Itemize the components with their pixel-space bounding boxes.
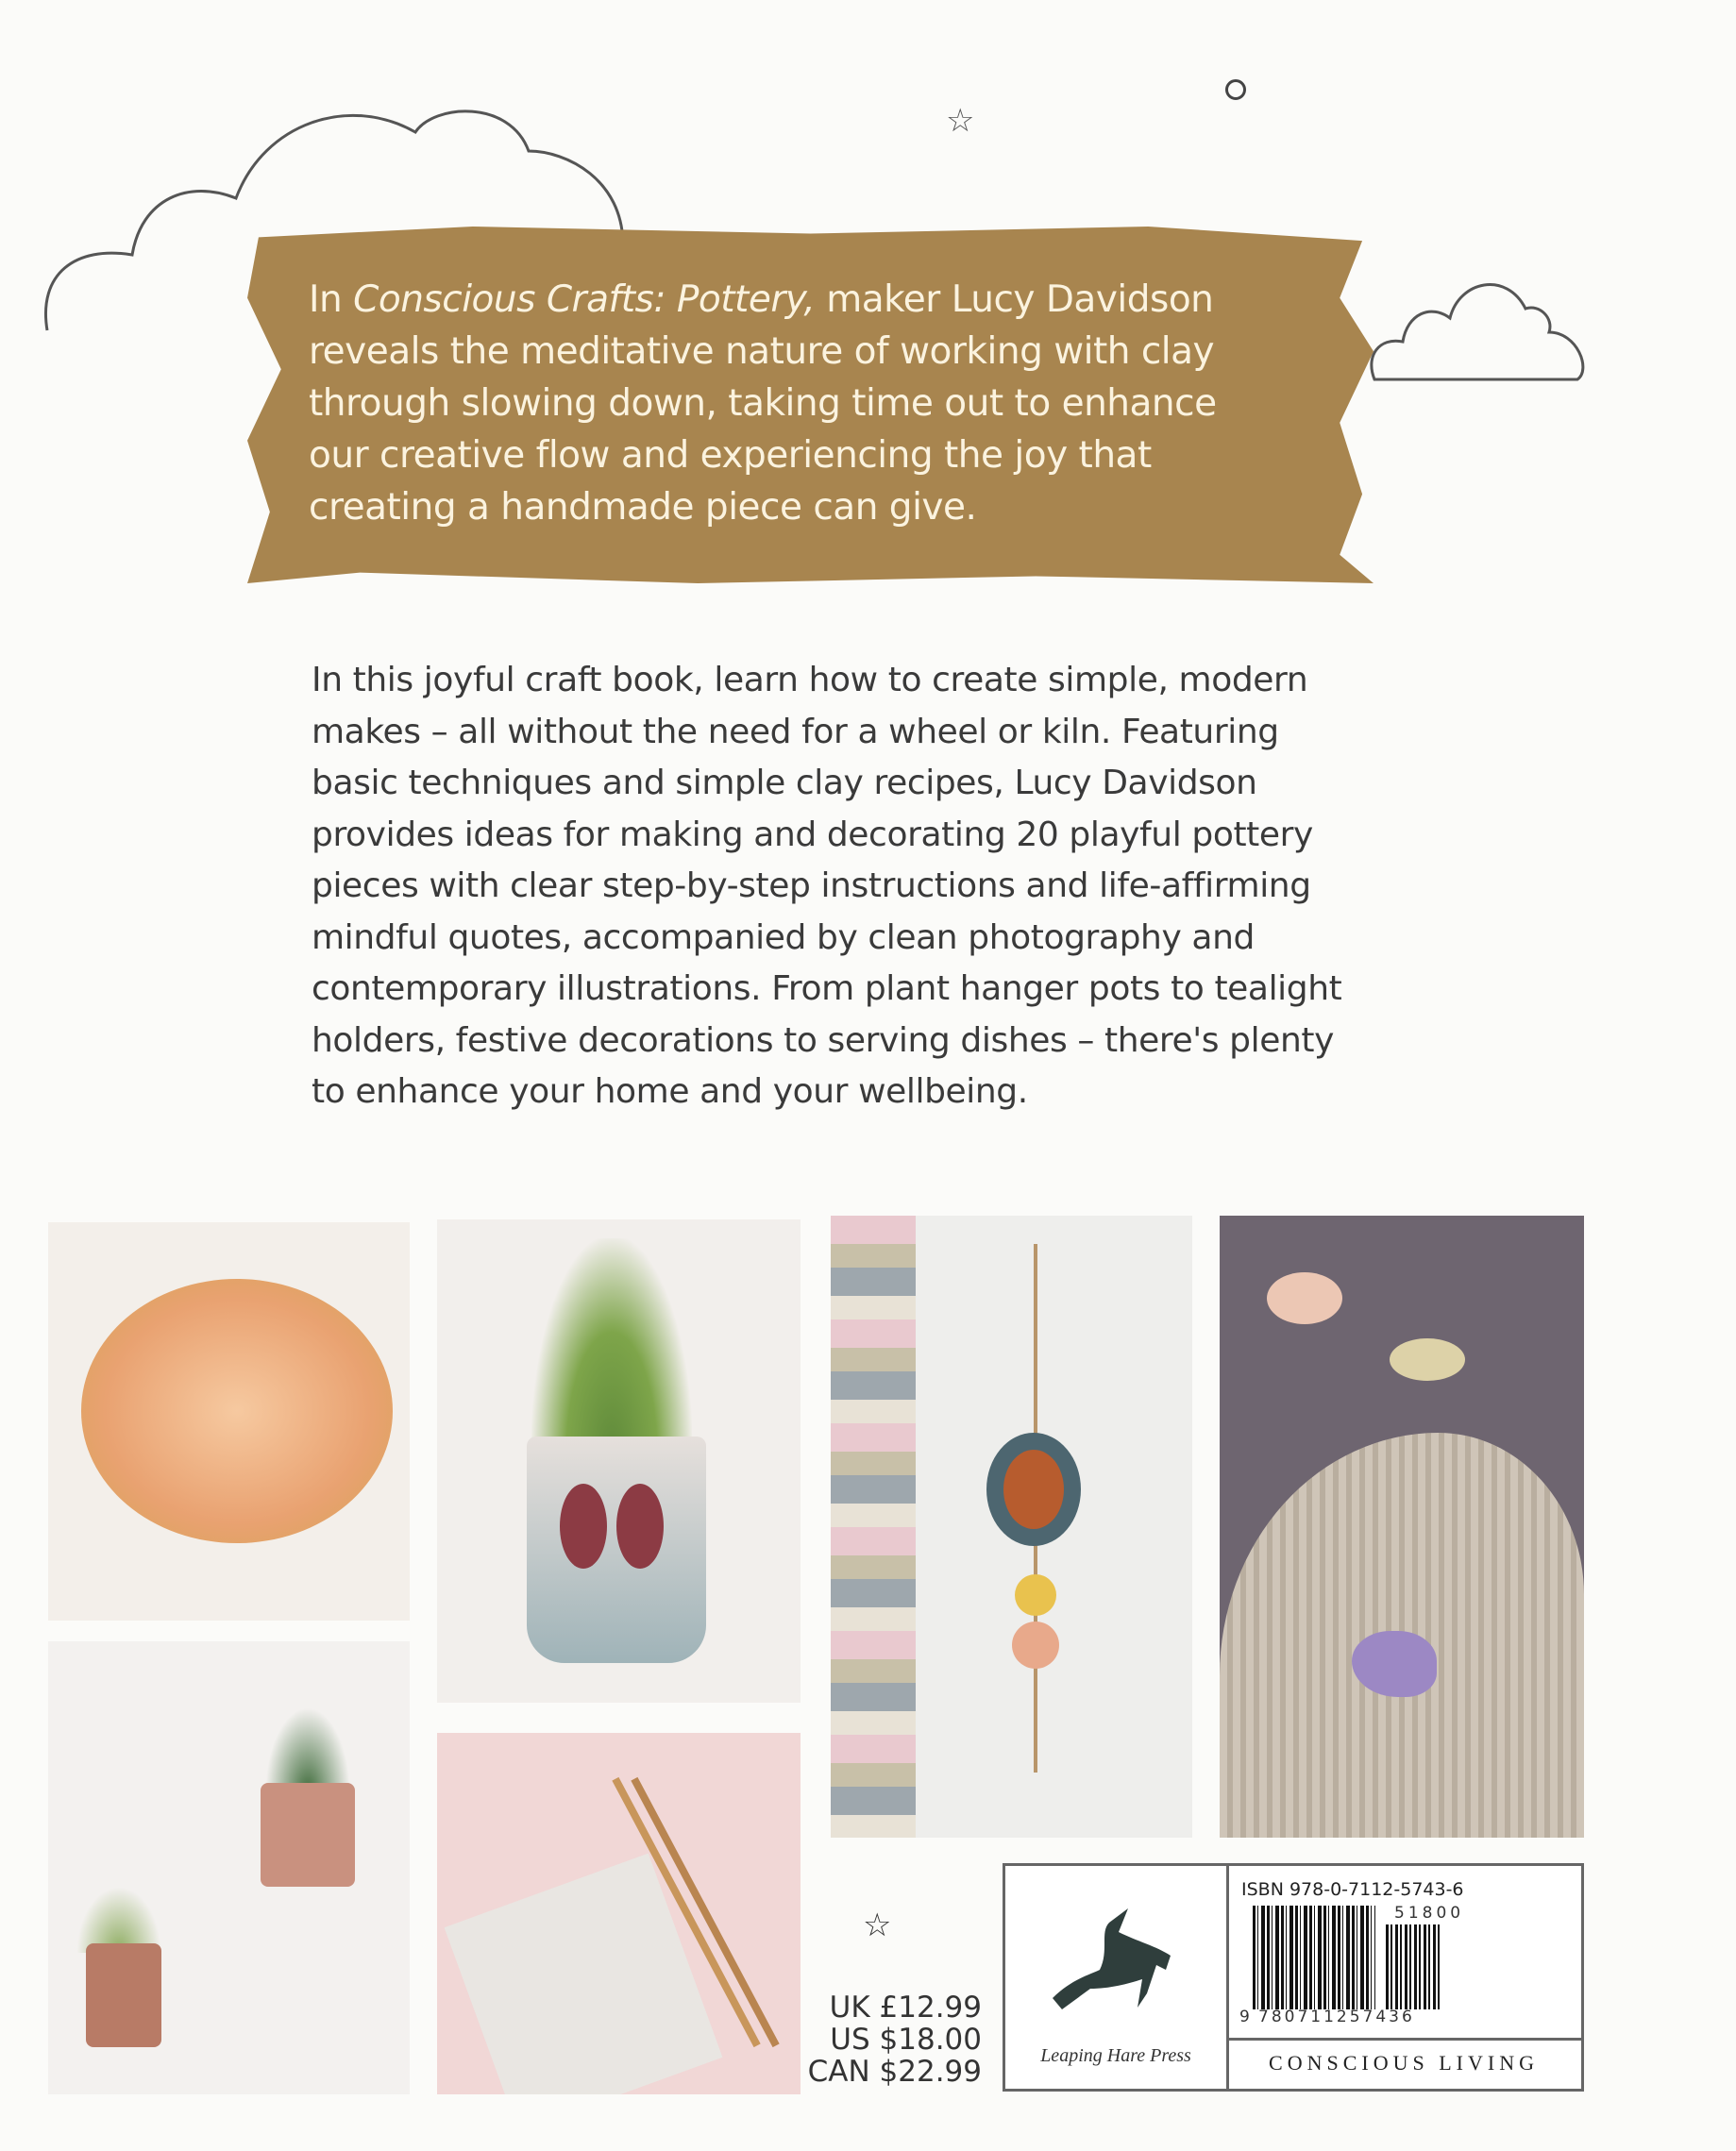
price-can: CAN $22.99 — [807, 2055, 982, 2089]
star-doodle-icon: ☆ — [946, 102, 975, 140]
leaping-hare-logo-icon — [1043, 1904, 1185, 2017]
barcode-panel — [1003, 1863, 1584, 2092]
body-line: mindful quotes, accompanied by clean photography and — [312, 917, 1255, 957]
circle-doodle-icon — [1225, 79, 1246, 100]
intro-line: through slowing down, taking time out to enhance — [309, 382, 1217, 425]
barcode-lead-digit: 9 — [1239, 2008, 1250, 2026]
intro-line: reveals the meditative nature of working with clay — [309, 330, 1215, 373]
photo-hanging-beads — [831, 1216, 1192, 1838]
body-line: pieces with clear step-by-step instructions and life-affirming — [312, 866, 1311, 905]
price-uk: UK £12.99 — [829, 1991, 982, 2025]
body-line: holders, festive decorations to serving dishes – there's plenty — [312, 1020, 1335, 1060]
series-name: CONSCIOUS LIVING — [1269, 2051, 1539, 2075]
photo-plant-pot — [437, 1219, 801, 1703]
photo-knit-birds — [1220, 1216, 1584, 1838]
intro-line: In Conscious Crafts: Pottery, maker Lucy Davidson — [309, 278, 1214, 321]
price-us: US $18.00 — [830, 2023, 982, 2057]
cloud-outline-small-icon — [1365, 266, 1592, 389]
publisher-name: Leaping Hare Press — [1040, 2045, 1191, 2066]
barcode-addon-bars — [1386, 1924, 1442, 2009]
body-line: basic techniques and simple clay recipes, Lucy Davidson — [312, 764, 1257, 802]
body-line: provides ideas for making and decorating 20 playful pottery — [312, 815, 1313, 854]
body-line: In this joyful craft book, learn how to create simple, modern — [312, 661, 1308, 699]
photo-small-plants — [48, 1641, 410, 2094]
photo-clay-bowl — [48, 1222, 410, 1621]
barcode-digits: 780711257436 — [1258, 2008, 1415, 2026]
book-title: Conscious Crafts: Pottery, — [353, 278, 816, 321]
star-doodle-icon: ☆ — [863, 1907, 892, 1944]
description-text — [312, 655, 1342, 1118]
price-list — [755, 1991, 982, 2088]
intro-blurb — [309, 274, 1347, 533]
isbn-text: ISBN 978-0-7112-5743-6 — [1241, 1879, 1464, 1900]
intro-line: creating a handmade piece can give. — [309, 486, 977, 529]
barcode-addon-digits: 51800 — [1394, 1904, 1465, 1923]
barcode-bars — [1253, 1906, 1375, 2009]
photo-incense-holder — [437, 1733, 801, 2094]
intro-line: our creative flow and experiencing the joy that — [309, 434, 1152, 477]
body-line: to enhance your home and your wellbeing. — [312, 1072, 1028, 1111]
body-line: contemporary illustrations. From plant hanger pots to tealight — [312, 969, 1342, 1008]
body-line: makes – all without the need for a wheel or kiln. Featuring — [312, 712, 1279, 751]
